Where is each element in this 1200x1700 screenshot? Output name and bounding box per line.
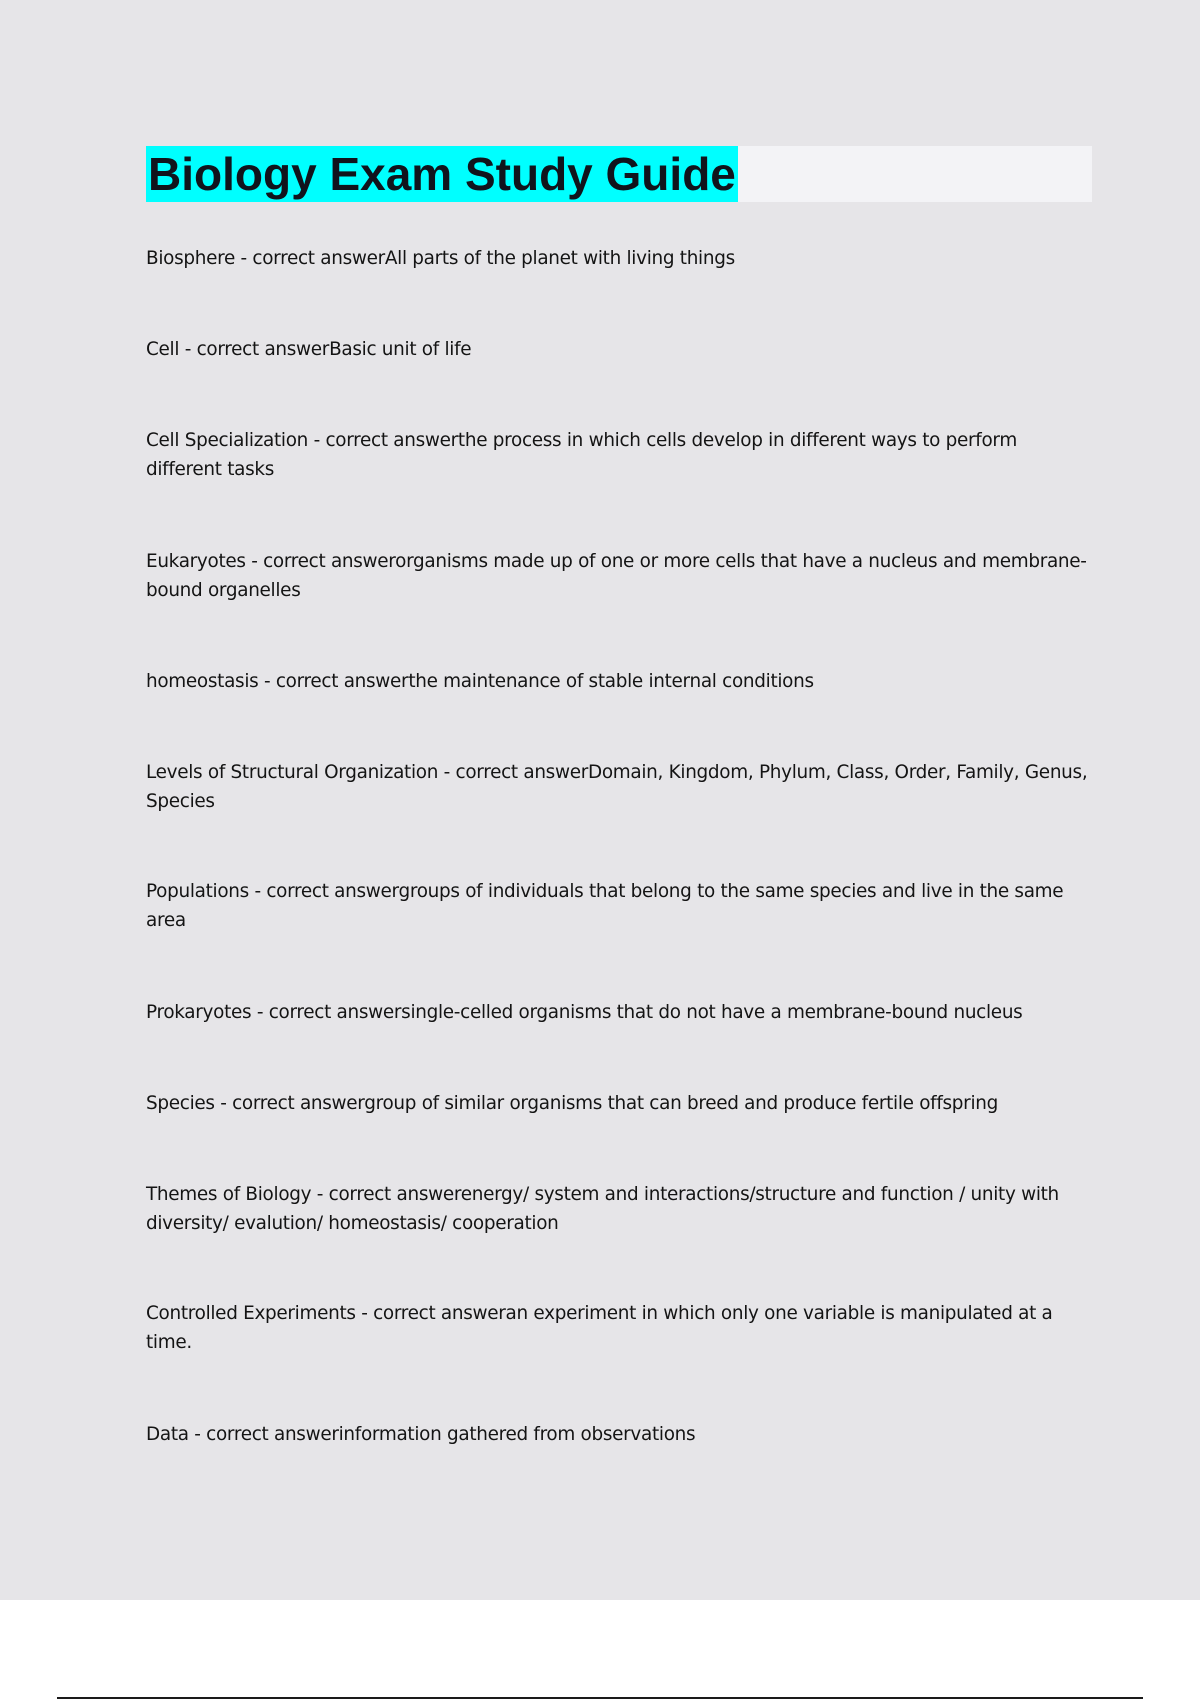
footer-divider — [57, 1697, 1143, 1699]
entry-levels-of-structural-organization: Levels of Structural Organization - correct answerDomain, Kingdom, Phylum, Class, Order, Family, Genus, Species — [146, 762, 1088, 812]
entry-cell: Cell - correct answerBasic unit of life — [146, 339, 472, 360]
page-title: Biology Exam Study Guide — [148, 148, 736, 200]
entry-biosphere: Biosphere - correct answerAll parts of the planet with living things — [146, 248, 735, 269]
entry-controlled-experiments: Controlled Experiments - correct answeran experiment in which only one variable is manipulated at a time. — [146, 1303, 1053, 1353]
entry-themes-of-biology: Themes of Biology - correct answerenergy/ system and interactions/structure and function / unity with diversity/ evalution/ homeostasis/ cooperation — [146, 1184, 1059, 1234]
entry-prokaryotes: Prokaryotes - correct answersingle-celled organisms that do not have a membrane-bound nucleus — [146, 1002, 1023, 1023]
entry-data: Data - correct answerinformation gathered from observations — [146, 1424, 696, 1445]
entry-homeostasis: homeostasis - correct answerthe maintenance of stable internal conditions — [146, 671, 814, 692]
entry-eukaryotes: Eukaryotes - correct answerorganisms made up of one or more cells that have a nucleus and membrane-bound organelles — [146, 551, 1087, 601]
entry-species: Species - correct answergroup of similar organisms that can breed and produce fertile offspring — [146, 1093, 998, 1114]
entry-populations: Populations - correct answergroups of individuals that belong to the same species and live in the same area — [146, 881, 1064, 931]
entry-cell-specialization: Cell Specialization - correct answerthe process in which cells develop in different ways to perform different tasks — [146, 430, 1017, 480]
